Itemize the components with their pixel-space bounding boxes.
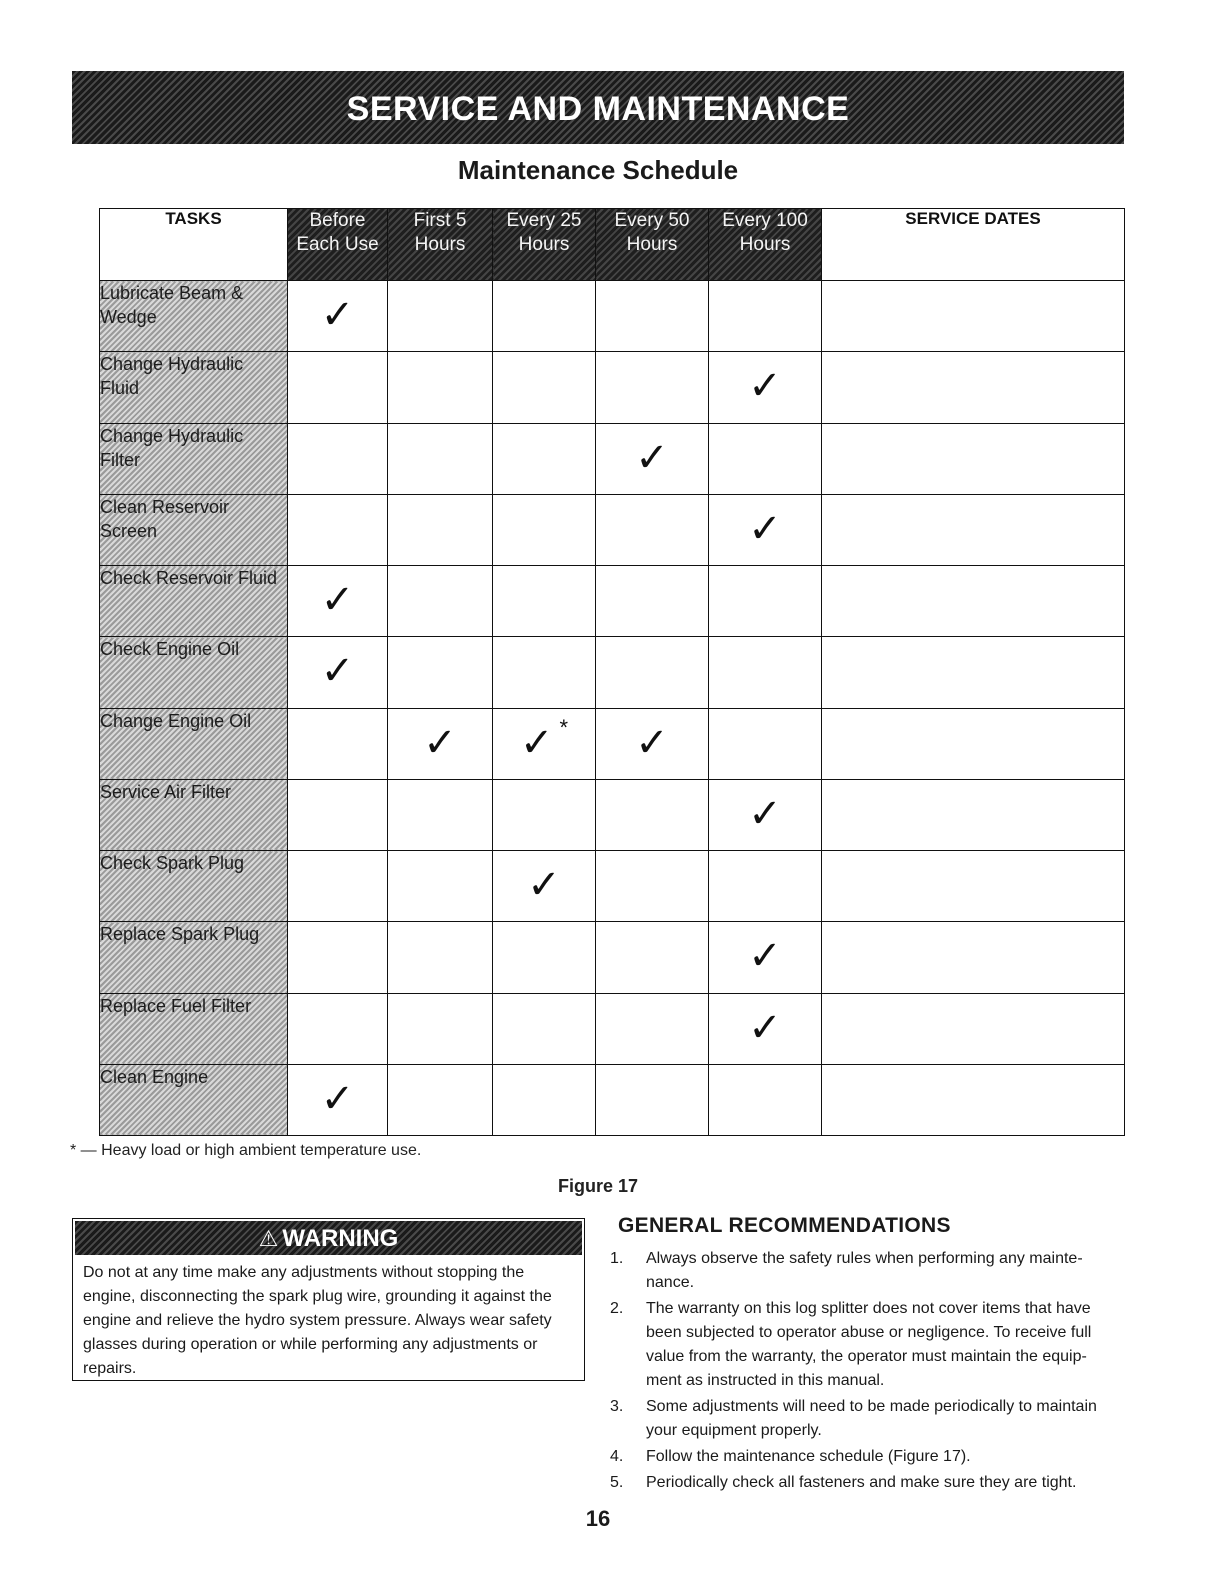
schedule-cell [388, 637, 493, 708]
recommendations-title: GENERAL RECOMMENDATIONS [618, 1214, 951, 1237]
schedule-cell [709, 922, 822, 993]
interval-header: Every 50 Hours [596, 209, 709, 281]
service-dates-header: SERVICE DATES [822, 209, 1125, 281]
schedule-cell [596, 566, 709, 637]
schedule-cell [596, 494, 709, 565]
section-banner: SERVICE AND MAINTENANCE [72, 71, 1124, 144]
service-dates-cell[interactable] [822, 423, 1125, 494]
schedule-cell [596, 993, 709, 1064]
interval-header: First 5 Hours [388, 209, 493, 281]
schedule-cell [288, 1064, 388, 1135]
interval-header: Before Each Use [288, 209, 388, 281]
schedule-cell [388, 1064, 493, 1135]
checkmark-icon: ✓ [748, 933, 782, 980]
schedule-cell [596, 423, 709, 494]
schedule-cell [493, 281, 596, 352]
schedule-cell [288, 708, 388, 779]
schedule-cell [493, 352, 596, 423]
list-item: 4. Follow the maintenance schedule (Figure 17). [610, 1448, 971, 1465]
schedule-cell [388, 566, 493, 637]
task-label: Replace Fuel Filter [100, 993, 288, 1064]
schedule-cell [709, 708, 822, 779]
schedule-cell [388, 423, 493, 494]
task-label: Clean Reservoir Screen [100, 494, 288, 565]
schedule-cell [709, 352, 822, 423]
list-item: 3. Some adjustments will need to be made periodically to maintain your equipment properly. [610, 1398, 1097, 1439]
schedule-cell [288, 423, 388, 494]
warning-triangle-icon: ⚠ [258, 1227, 279, 1252]
page-number: 16 [585, 1506, 611, 1531]
checkmark-icon: ✓ [320, 1075, 355, 1122]
schedule-cell [493, 566, 596, 637]
service-dates-cell[interactable] [822, 566, 1125, 637]
table-row [100, 423, 1125, 494]
schedule-cell [709, 1064, 822, 1135]
schedule-cell [288, 281, 388, 352]
table-row [100, 851, 1125, 922]
schedule-cell [288, 851, 388, 922]
schedule-cell [493, 922, 596, 993]
schedule-cell [709, 779, 822, 850]
schedule-cell [288, 566, 388, 637]
schedule-cell [493, 1064, 596, 1135]
warning-box [72, 1218, 585, 1381]
asterisk-note-marker: * [559, 714, 569, 740]
service-dates-cell[interactable] [822, 851, 1125, 922]
warning-header [75, 1221, 582, 1255]
schedule-cell [288, 779, 388, 850]
schedule-cell [288, 637, 388, 708]
checkmark-icon: ✓ [748, 1004, 782, 1051]
task-label: Check Spark Plug [100, 851, 288, 922]
service-dates-cell[interactable] [822, 637, 1125, 708]
schedule-cell [596, 922, 709, 993]
list-item: 1. Always observe the safety rules when performing any mainte-nance. [610, 1250, 1083, 1291]
service-dates-cell[interactable] [822, 281, 1125, 352]
schedule-cell [596, 1064, 709, 1135]
warning-title: WARNING [282, 1225, 399, 1252]
schedule-cell [388, 494, 493, 565]
schedule-cell [288, 494, 388, 565]
tasks-header: TASKS [100, 209, 288, 281]
schedule-cell [288, 993, 388, 1064]
task-label: Service Air Filter [100, 779, 288, 850]
task-label: Clean Engine [100, 1064, 288, 1135]
schedule-cell [709, 494, 822, 565]
schedule-cell [493, 708, 596, 779]
schedule-cell [709, 566, 822, 637]
checkmark-icon: ✓ [527, 862, 561, 908]
checkmark-icon: ✓ [423, 719, 457, 766]
warning-text: Do not at any time make any adjustments without stopping the engine, disconnecting the spark plug wire, grounding it against the engine and relieve the hydro system pressure. Always wear safety glasses during operation or while performing any adjustments or repairs. [83, 1264, 552, 1377]
schedule-cell [388, 993, 493, 1064]
interval-header: Every 25 Hours [493, 209, 596, 281]
schedule-cell [388, 922, 493, 993]
schedule-cell [493, 993, 596, 1064]
interval-header: Every 100 Hours [709, 209, 822, 281]
service-dates-cell[interactable] [822, 993, 1125, 1064]
schedule-cell [493, 423, 596, 494]
checkmark-icon: ✓ [635, 434, 669, 481]
checkmark-icon: ✓ [748, 505, 782, 552]
schedule-cell [288, 922, 388, 993]
footnote: * — Heavy load or high ambient temperature use. [70, 1142, 422, 1159]
schedule-cell [596, 708, 709, 779]
task-label: Check Engine Oil [100, 637, 288, 708]
schedule-cell [596, 352, 709, 423]
task-label: Replace Spark Plug [100, 922, 288, 993]
schedule-cell [709, 993, 822, 1064]
schedule-cell [493, 637, 596, 708]
task-label: Change Hydraulic Fluid [100, 352, 288, 423]
table-row [100, 281, 1125, 352]
task-label: Lubricate Beam & Wedge [100, 281, 288, 352]
service-dates-cell[interactable] [822, 708, 1125, 779]
service-dates-cell[interactable] [822, 1064, 1125, 1135]
schedule-cell [388, 352, 493, 423]
table-row [100, 352, 1125, 423]
table-row [100, 993, 1125, 1064]
task-label: Check Reservoir Fluid [100, 566, 288, 637]
schedule-cell [709, 851, 822, 922]
table-row [100, 922, 1125, 993]
schedule-cell [709, 423, 822, 494]
checkmark-icon: ✓ [320, 648, 355, 695]
task-label: Change Hydraulic Filter [100, 423, 288, 494]
table-row [100, 779, 1125, 850]
schedule-cell [596, 281, 709, 352]
schedule-cell [388, 708, 493, 779]
checkmark-icon: ✓ [519, 719, 554, 766]
maintenance-schedule-table [99, 208, 1125, 1136]
table-row [100, 494, 1125, 565]
schedule-cell [596, 779, 709, 850]
list-item: 2. The warranty on this log splitter does not cover items that have been subjected to operator abuse or negligence. To receive full value from the warranty, the operator must maintain the equip-ment as instructed in this manual. [610, 1300, 1092, 1389]
schedule-cell [388, 281, 493, 352]
schedule-cell [596, 637, 709, 708]
schedule-cell [493, 779, 596, 850]
schedule-cell [388, 779, 493, 850]
schedule-cell [493, 851, 596, 922]
schedule-cell [288, 352, 388, 423]
checkmark-icon: ✓ [748, 790, 782, 837]
schedule-cell [388, 851, 493, 922]
table-row [100, 708, 1125, 779]
table-row [100, 637, 1125, 708]
checkmark-icon: ✓ [320, 292, 355, 338]
table-row [100, 566, 1125, 637]
service-dates-cell[interactable] [822, 779, 1125, 850]
table-header-row [100, 209, 1125, 281]
service-dates-cell[interactable] [822, 352, 1125, 423]
table-row [100, 1064, 1125, 1135]
service-dates-cell[interactable] [822, 494, 1125, 565]
figure-caption: Figure 17 [557, 1176, 639, 1196]
checkmark-icon: ✓ [748, 363, 782, 410]
checkmark-icon: ✓ [320, 577, 355, 623]
schedule-cell [596, 851, 709, 922]
task-label: Change Engine Oil [100, 708, 288, 779]
schedule-cell [709, 637, 822, 708]
page-title: Maintenance Schedule [457, 155, 739, 185]
list-item: 5. Periodically check all fasteners and make sure they are tight. [610, 1474, 1077, 1491]
service-dates-cell[interactable] [822, 922, 1125, 993]
recommendations-list [606, 1247, 1116, 1497]
schedule-cell [493, 494, 596, 565]
checkmark-icon: ✓ [635, 719, 669, 766]
schedule-cell [709, 281, 822, 352]
